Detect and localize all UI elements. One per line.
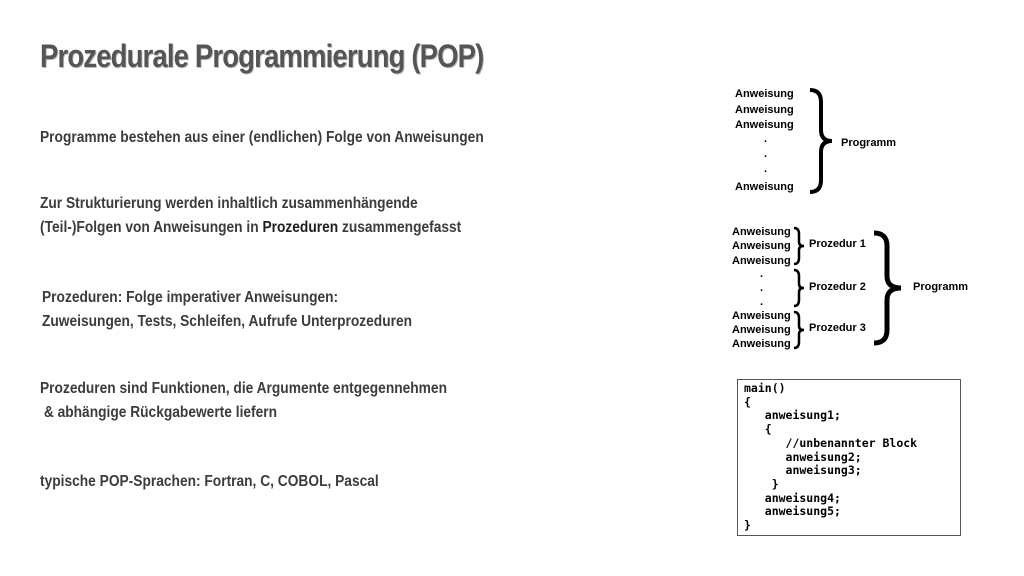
code-line: anweisung5; (744, 504, 841, 519)
statement-label: Anweisung (735, 88, 794, 100)
program-label: Programm (913, 281, 969, 293)
text-segment: zusammengefasst (338, 219, 462, 236)
code-example-box (737, 379, 961, 536)
code-line: } (744, 518, 751, 533)
paragraph-line (40, 216, 461, 240)
paragraph-4 (40, 377, 447, 425)
paragraph-line: Prozeduren sind Funktionen, die Argumente entgegennehmen (40, 380, 447, 397)
statement-label: Anweisung (732, 310, 791, 322)
curly-brace-icon (871, 230, 905, 346)
statement-label: Anweisung (732, 338, 791, 350)
code-line: anweisung4; (744, 490, 841, 505)
paragraph-line: & abhängige Rückgabewerte liefern (40, 404, 278, 421)
statement-label: Anweisung (732, 255, 791, 267)
paragraph-5 (40, 470, 379, 494)
statement-label: Anweisung (735, 104, 794, 116)
code-line: anweisung3; (744, 463, 862, 478)
statement-label: Anweisung (732, 226, 791, 238)
code-line: main() (744, 381, 786, 395)
paragraph-line: Zur Strukturierung werden inhaltlich zusammenhängende (40, 195, 418, 212)
code-line: } (744, 476, 779, 491)
curly-brace-icon (792, 268, 806, 308)
paragraph-line: Prozeduren: Folge imperativer Anweisungen: (42, 289, 339, 306)
slide-title: Prozedurale Programmierung (POP) (40, 38, 484, 74)
statement-label: Anweisung (732, 324, 791, 336)
statement-label: Anweisung (735, 181, 794, 193)
curly-brace-icon (807, 88, 835, 194)
code-line: anweisung2; (744, 449, 862, 464)
code-line: //unbenannter Block (744, 435, 918, 450)
procedure-diagram (731, 224, 981, 352)
ellipsis-dot: . (760, 296, 764, 308)
ellipsis-dot: . (764, 148, 768, 160)
paragraph-1 (40, 126, 484, 150)
ellipsis-dot: . (764, 163, 768, 175)
paragraph-line: typische POP-Sprachen: Fortran, C, COBOL, Pascal (40, 473, 379, 490)
code-listing (744, 382, 954, 533)
ellipsis-dot: . (760, 282, 764, 294)
statement-label: Anweisung (735, 119, 794, 131)
ellipsis-dot: . (760, 268, 764, 280)
code-line: anweisung1; (744, 408, 841, 423)
paragraph-3 (42, 286, 412, 334)
procedure-label: Prozedur 2 (809, 281, 866, 293)
program-diagram (733, 86, 913, 196)
ellipsis-dot: . (764, 133, 768, 145)
text-segment: (Teil-)Folgen von Anweisungen in (40, 219, 263, 236)
statement-label: Anweisung (732, 240, 791, 252)
paragraph-2 (40, 192, 461, 240)
program-label: Programm (841, 137, 897, 149)
paragraph-line: Zuweisungen, Tests, Schleifen, Aufrufe Unterprozeduren (42, 313, 413, 330)
curly-brace-icon (792, 310, 806, 350)
procedure-label: Prozedur 1 (809, 238, 866, 250)
procedure-label: Prozedur 3 (809, 322, 866, 334)
curly-brace-icon (792, 226, 806, 266)
code-line: { (744, 394, 751, 409)
paragraph-line: Programme bestehen aus einer (endlichen) Folge von Anweisungen (40, 129, 484, 146)
emphasized-term: Prozeduren (262, 219, 339, 236)
code-line: { (744, 422, 772, 437)
